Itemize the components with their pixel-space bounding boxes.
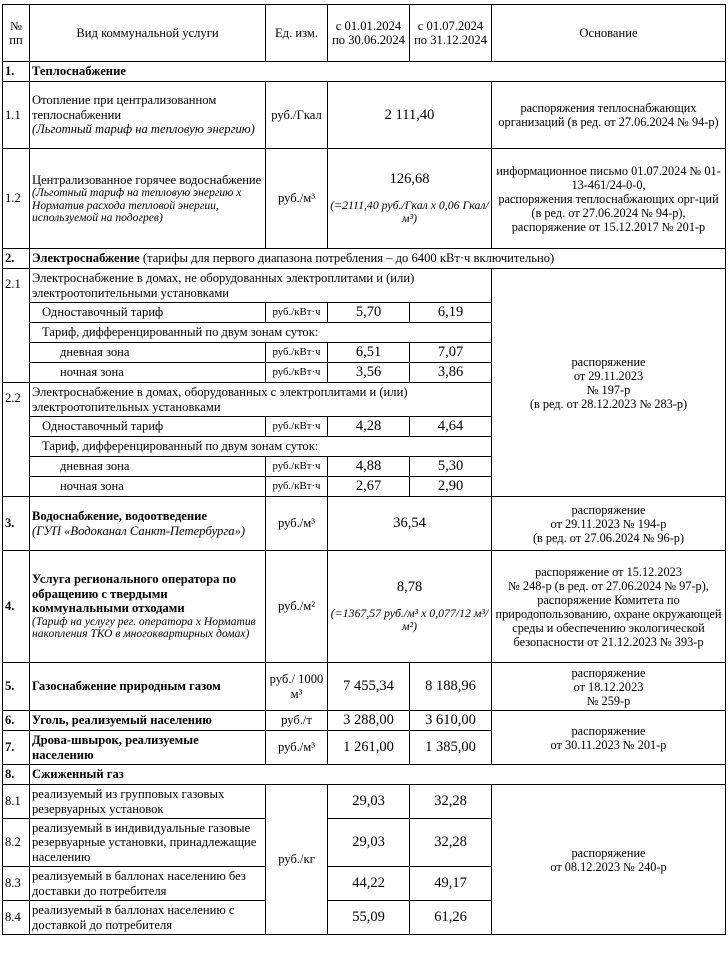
row-num: 8.1: [3, 785, 30, 819]
row-value-2: 2,90: [410, 477, 492, 497]
row-unit: руб./кВт·ч: [266, 343, 328, 363]
basis-line: распоряжение: [571, 354, 646, 369]
row-value-main: 8,78: [396, 579, 423, 596]
row-value: [328, 149, 492, 249]
basis-line: (в ред. от 27.06.2024 № 96-р): [532, 530, 685, 545]
row-name: дневная зона: [30, 343, 266, 363]
section-title: Теплоснабжение: [30, 62, 726, 82]
row-value-1: 55,09: [328, 901, 410, 935]
basis-line: от 29.11.2023 № 194-р: [550, 516, 667, 531]
row-num: 8.2: [3, 819, 30, 867]
row-waste: [3, 551, 726, 663]
row-value-2: 5,30: [410, 457, 492, 477]
row-name-note: (Тариф на услугу рег. оператора х Норматив накопления ТКО в многоквартирных домах): [32, 614, 256, 641]
row-name-text: Централизованное горячее водоснабжение: [32, 172, 262, 187]
row-unit: руб./кг: [266, 785, 328, 935]
header-service: Вид коммунальной услуги: [30, 5, 266, 62]
row-basis: [492, 785, 726, 935]
row-num: 8.3: [3, 867, 30, 901]
row-value-2: 7,07: [410, 343, 492, 363]
row-basis: [492, 551, 726, 663]
row-basis: [492, 711, 726, 765]
row-num: 7.: [3, 731, 30, 765]
basis-line: распоряжение Комитета по природопользованию, охране окружающей среды и обеспечению экологической безопасности от 21.12.2023 № 393-р: [495, 592, 722, 649]
section-title: Сжиженный газ: [30, 765, 726, 785]
row-name: Электроснабжение в домах, оборудованных с электроплитами и (или) электроотопительных установками: [30, 383, 492, 417]
row-basis: [492, 497, 726, 551]
row-gas: [3, 663, 726, 711]
basis-line: от 29.11.2023: [573, 368, 644, 383]
section-num: 8.: [3, 765, 30, 785]
row-name-text: Водоснабжение, водоотведение: [32, 509, 208, 523]
basis-line: распоряжение: [571, 845, 646, 860]
row-value-1: 6,51: [328, 343, 410, 363]
row-value-1: 3,56: [328, 363, 410, 383]
section-title: [30, 249, 726, 269]
row-unit: руб./м³: [266, 731, 328, 765]
row-value-1: 29,03: [328, 785, 410, 819]
row-unit: руб./кВт·ч: [266, 457, 328, 477]
row-basis: распоряжения теплоснабжающих организаций (в ред. от 27.06.2024 № 94-р): [492, 82, 726, 149]
row-value-2: 49,17: [410, 867, 492, 901]
row-value: 2 111,40: [328, 82, 492, 149]
row-num: 8.4: [3, 901, 30, 935]
section-lpg: [3, 765, 726, 785]
row-num: 2.2: [3, 383, 30, 497]
row-coal: [3, 711, 726, 731]
row-value-note: (=2111,40 руб./Гкал х 0,06 Гкал/м³): [330, 197, 489, 225]
row-num: 1.2: [3, 149, 30, 249]
row-value-1: 4,88: [328, 457, 410, 477]
row-value-2: 6,19: [410, 303, 492, 323]
row-value-1: 5,70: [328, 303, 410, 323]
row-name: [30, 497, 266, 551]
row-unit: руб./ 1000 м³: [266, 663, 328, 711]
row-num: 5.: [3, 663, 30, 711]
header-period1: с 01.01.2024 по 30.06.2024: [328, 5, 410, 62]
row-name-text: Услуга регионального оператора по обращению с твердыми коммунальными отходами: [32, 572, 237, 616]
basis-line: распоряжение: [571, 502, 646, 517]
row-value-2: 32,28: [410, 785, 492, 819]
row-unit: руб./кВт·ч: [266, 477, 328, 497]
row-name: Газоснабжение природным газом: [30, 663, 266, 711]
row-value-1: 4,28: [328, 417, 410, 437]
row-name: Тариф, дифференцированный по двум зонам суток:: [30, 437, 492, 457]
row-name: реализуемый в индивидуальные газовые резервуарные установки, принадлежащие населению: [30, 819, 266, 867]
row-unit: руб./Гкал: [266, 82, 328, 149]
basis-line: распоряжение: [571, 723, 646, 738]
row-lpg: [3, 785, 726, 819]
row-name: Электроснабжение в домах, не оборудованных электроплитами и (или) электроотопительными установками: [30, 269, 492, 303]
row-value-2: 3 610,00: [410, 711, 492, 731]
row-basis: [492, 663, 726, 711]
row-value-2: 4,64: [410, 417, 492, 437]
row-value-1: 1 261,00: [328, 731, 410, 765]
section-heating: [3, 62, 726, 82]
row-value-1: 2,67: [328, 477, 410, 497]
row-value-2: 61,26: [410, 901, 492, 935]
row-name: [30, 82, 266, 149]
row-water: [3, 497, 726, 551]
section-num: 2.: [3, 249, 30, 269]
row-name: реализуемый в баллонах населению без доставки до потребителя: [30, 867, 266, 901]
section-num: 1.: [3, 62, 30, 82]
tariff-table: [2, 4, 726, 935]
row-value-note: (=1367,57 руб./м³ х 0,077/12 м³/м²): [330, 605, 489, 633]
header-unit: Ед. изм.: [266, 5, 328, 62]
row-value: 36,54: [328, 497, 492, 551]
row-name: Дрова-швырок, реализуемые населению: [30, 731, 266, 765]
row-value-main: 126,68: [389, 171, 430, 188]
basis-line: распоряжение от 15.12.2017 № 201-р: [511, 219, 706, 234]
row-num: 2.1: [3, 269, 30, 383]
row-num: 6.: [3, 711, 30, 731]
row-name-note: (Льготный тариф на тепловую энергию х Норматив расхода тепловой энергии, используемой на подогрев): [32, 186, 242, 224]
row-basis: [492, 269, 726, 497]
row-name: Уголь, реализуемый населению: [30, 711, 266, 731]
row-name: ночная зона: [30, 363, 266, 383]
row-value: [328, 551, 492, 663]
row-value-1: 44,22: [328, 867, 410, 901]
section-title-bold: Электроснабжение: [32, 251, 140, 266]
row-name: Одноставочный тариф: [30, 303, 266, 323]
row-name: реализуемый из групповых газовых резервуарных установок: [30, 785, 266, 819]
row-elec-no-stoves: [3, 269, 726, 303]
row-unit: руб./кВт·ч: [266, 303, 328, 323]
basis-line: распоряжения теплоснабжающих орг-ций (в ред. от 27.06.2024 № 94-р),: [498, 191, 719, 220]
row-name: реализуемый в баллонах населению с доставкой до потребителя: [30, 901, 266, 935]
row-name-note: (Льготный тариф на тепловую энергию): [32, 122, 255, 137]
basis-line: от 08.12.2023 № 240-р: [550, 859, 667, 874]
basis-line: № 259-р: [586, 693, 631, 708]
row-name: Тариф, дифференцированный по двум зонам суток:: [30, 323, 492, 343]
row-hot-water: [3, 149, 726, 249]
row-name: Одноставочный тариф: [30, 417, 266, 437]
row-heating: [3, 82, 726, 149]
row-value-1: 7 455,34: [328, 663, 410, 711]
basis-line: распоряжение от 15.12.2023: [535, 564, 682, 579]
row-unit: руб./м³: [266, 149, 328, 249]
header-period2: с 01.07.2024 по 31.12.2024: [410, 5, 492, 62]
row-basis: [492, 149, 726, 249]
basis-line: распоряжение: [571, 665, 646, 680]
row-name-text: Отопление при централизованном теплоснабжении: [32, 93, 217, 122]
basis-line: информационное письмо 01.07.2024 № 01-13-461/24-0-0,: [496, 163, 721, 192]
section-electricity: [3, 249, 726, 269]
row-value-1: 3 288,00: [328, 711, 410, 731]
header-basis: Основание: [492, 5, 726, 62]
row-num: 4.: [3, 551, 30, 663]
header-row: [3, 5, 726, 62]
row-value-2: 32,28: [410, 819, 492, 867]
basis-line: от 18.12.2023: [573, 679, 644, 694]
basis-line: № 197-р: [586, 382, 631, 397]
row-value-2: 3,86: [410, 363, 492, 383]
row-name-note: (ГУП «Водоканал Санкт-Петербурга»): [32, 523, 246, 538]
basis-line: № 248-р (в ред. от 27.06.2024 № 97-р),: [508, 578, 709, 593]
basis-line: от 30.11.2023 № 201-р: [550, 737, 667, 752]
row-num: 1.1: [3, 82, 30, 149]
section-subtitle: (тарифы для первого диапазона потребления – до 6400 кВт·ч включительно): [139, 251, 555, 266]
row-unit: руб./т: [266, 711, 328, 731]
row-unit: руб./кВт·ч: [266, 417, 328, 437]
row-unit: руб./кВт·ч: [266, 363, 328, 383]
basis-line: (в ред. от 28.12.2023 № 283-р): [529, 396, 688, 411]
row-unit: руб./м³: [266, 497, 328, 551]
row-value-2: 8 188,96: [410, 663, 492, 711]
row-name: [30, 551, 266, 663]
row-value-1: 29,03: [328, 819, 410, 867]
header-num: № пп: [3, 5, 30, 62]
row-num: 3.: [3, 497, 30, 551]
row-name: ночная зона: [30, 477, 266, 497]
row-value-2: 1 385,00: [410, 731, 492, 765]
row-unit: руб./м²: [266, 551, 328, 663]
row-name: дневная зона: [30, 457, 266, 477]
row-name: [30, 149, 266, 249]
